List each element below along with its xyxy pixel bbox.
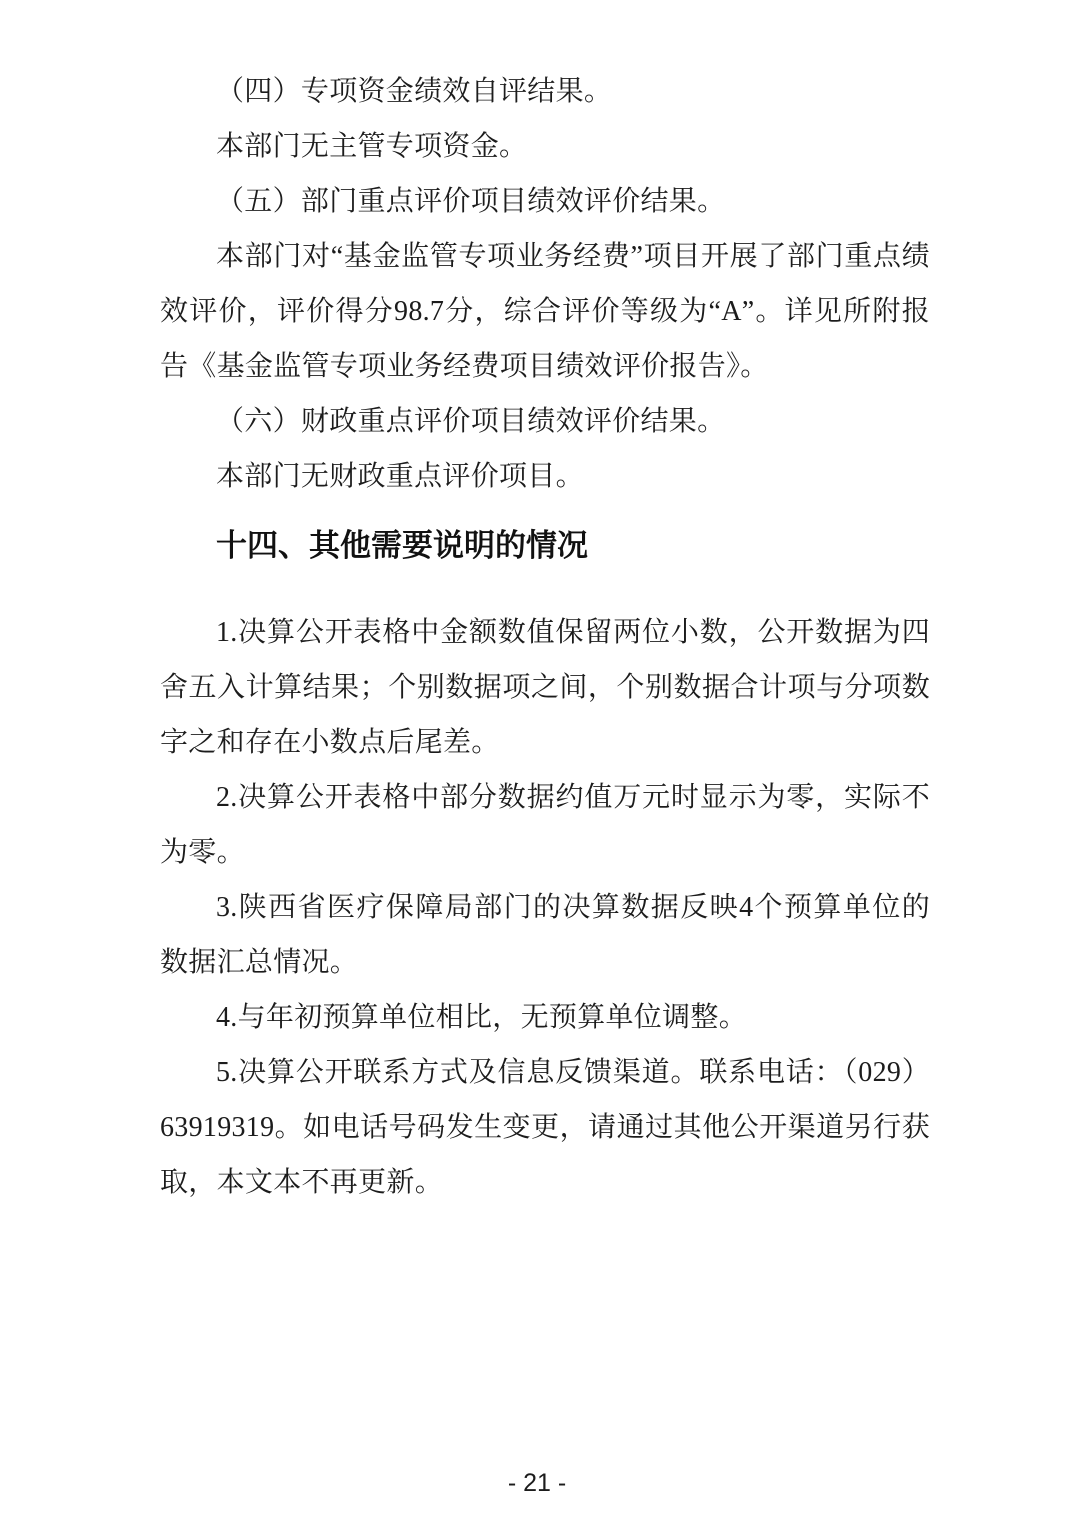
paragraph-note-4-no-adjustment: 4.与年初预算单位相比，无预算单位调整。: [216, 1002, 748, 1033]
paragraph-note-5-contact-info: 5.决算公开联系方式及信息反馈渠道。联系电话：（029）63919319。如电话号码发生变更，请通过其他公开渠道另行获取，本文本不再更新。: [160, 1057, 930, 1198]
paragraph-no-special-fund: 本部门无主管专项资金。: [216, 131, 528, 162]
paragraph-fund-supervision-evaluation-detail: 本部门对“基金监管专项业务经费”项目开展了部门重点绩效评价，评价得分98.7分，综合评价等级为“A”。详见所附报告《基金监管专项业务经费项目绩效评价报告》。: [160, 241, 930, 382]
section-heading-14-other-notes: 十四、其他需要说明的情况: [216, 528, 588, 563]
page-number: - 21 -: [507, 1469, 567, 1497]
paragraph-no-finance-key-evaluation: 本部门无财政重点评价项目。: [216, 461, 584, 492]
paragraph-special-fund-self-evaluation-heading: （四）专项资金绩效自评结果。: [216, 76, 613, 107]
paragraph-finance-key-evaluation-heading: （六）财政重点评价项目绩效评价结果。: [216, 406, 726, 437]
paragraph-note-1-rounding: 1.决算公开表格中金额数值保留两位小数，公开数据为四舍五入计算结果；个别数据项之间，个别数据合计项与分项数字之和存在小数点后尾差。: [160, 617, 930, 758]
paragraph-note-2-zero-display: 2.决算公开表格中部分数据约值万元时显示为零，实际不为零。: [160, 782, 930, 868]
paragraph-department-key-evaluation-heading: （五）部门重点评价项目绩效评价结果。: [216, 186, 726, 217]
paragraph-note-3-budget-units: 3.陕西省医疗保障局部门的决算数据反映4个预算单位的数据汇总情况。: [160, 892, 930, 978]
document-body: [160, 64, 930, 1210]
